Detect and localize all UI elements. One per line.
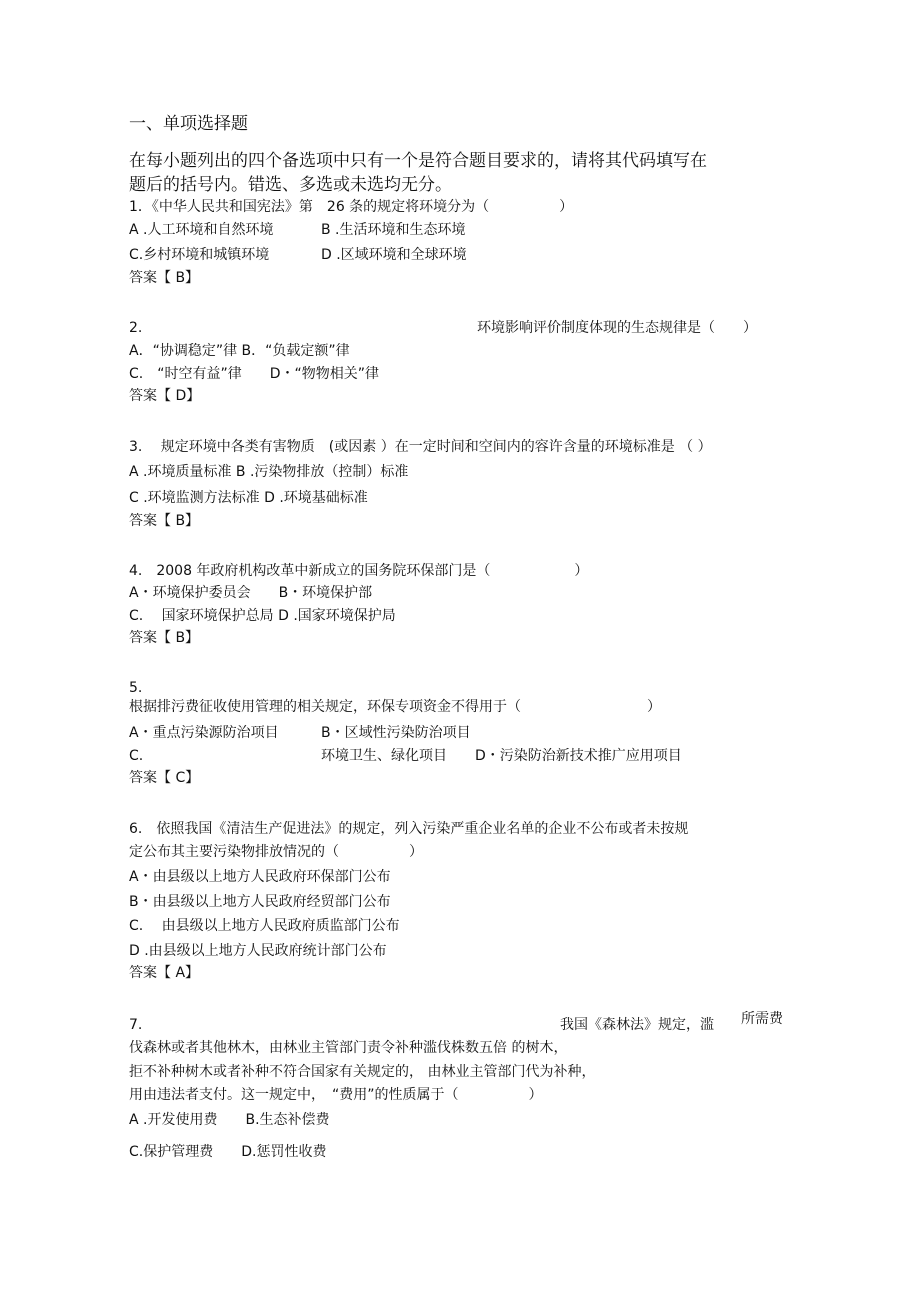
q3-options-ab: A .环境质量标准 B .污染物排放（控制）标准	[129, 464, 409, 480]
q3-stem: 3. 规定环境中各类有害物质 (或因素 ）在一定时间和空间内的容许含量的环境标准是 （ ）	[129, 439, 712, 455]
q5-option-c-text: 环境卫生、绿化项目	[321, 748, 447, 764]
q3-answer: 答案【 B】	[129, 513, 200, 529]
q7-stem-part-a: 我国《森林法》规定，滥	[560, 1017, 714, 1033]
q6-option-a: A・由县级以上地方人民政府环保部门公布	[129, 869, 391, 885]
q6-stem-line-2: 定公布其主要污染物排放情况的（ ）	[129, 844, 423, 860]
q7-stem-part-b: 所需费	[741, 1011, 783, 1027]
q4-options-cd: C. 国家环境保护总局 D .国家环境保护局	[129, 608, 396, 624]
q5-option-b: B・区域性污染防治项目	[321, 725, 471, 741]
q6-option-b: B・由县级以上地方人民政府经贸部门公布	[129, 894, 391, 910]
q6-option-c: C. 由县级以上地方人民政府质监部门公布	[129, 918, 400, 934]
q6-stem-line-1: 6. 依照我国《清洁生产促进法》的规定，列入污染严重企业名单的企业不公布或者未按规	[129, 821, 689, 837]
q2-number: 2.	[129, 320, 143, 336]
q7-stem-line-4: 用由违法者支付。这一规定中， “费用”的性质属于（ ）	[129, 1087, 543, 1103]
q6-option-d: D .由县级以上地方人民政府统计部门公布	[129, 943, 387, 959]
q2-stem: 环境影响评价制度体现的生态规律是（ ）	[477, 320, 757, 336]
q7-number: 7.	[129, 1017, 143, 1033]
q7-stem-line-2: 伐森林或者其他林木，由林业主管部门责令补种滥伐株数五倍 的树木，	[129, 1040, 568, 1056]
q5-option-a: A・重点污染源防治项目	[129, 725, 279, 741]
q5-stem: 根据排污费征收使用管理的相关规定，环保专项资金不得用于（ ）	[129, 699, 661, 715]
q1-stem: 1．《中华人民共和国宪法》第 26 条的规定将环境分为（ ）	[129, 199, 574, 215]
q4-answer: 答案【 B】	[129, 630, 200, 646]
q5-option-d: D・污染防治新技术推广应用项目	[475, 748, 682, 764]
intro-line-1: 在每小题列出的四个备选项中只有一个是符合题目要求的，请将其代码填写在	[129, 151, 707, 171]
q1-option-a: A .人工环境和自然环境	[129, 222, 274, 238]
q7-options-cd: C.保护管理费 D.惩罚性收费	[129, 1144, 327, 1160]
q6-answer: 答案【 A】	[129, 965, 200, 981]
q4-stem: 4. 2008 年政府机构改革中新成立的国务院环保部门是（ ）	[129, 563, 589, 579]
q1-option-b: B .生活环境和生态环境	[321, 222, 466, 238]
q5-option-c-letter: C.	[129, 748, 144, 764]
q5-answer: 答案【 C】	[129, 770, 200, 786]
q7-stem-line-3: 拒不补种树木或者补种不符合国家有关规定的， 由林业主管部门代为补种，	[129, 1064, 596, 1080]
intro-line-2: 题后的括号内。错选、多选或未选均无分。	[129, 175, 452, 195]
q1-option-d: D .区域环境和全球环境	[321, 247, 467, 263]
q2-options-ab: A．“协调稳定”律 B．“负载定额”律	[129, 343, 350, 359]
q2-options-cd: C. “时空有益”律 D・“物物相关”律	[129, 366, 380, 382]
section-title: 一、单项选择题	[129, 114, 248, 134]
q4-options-ab: A・环境保护委员会 B・环境保护部	[129, 585, 373, 601]
q5-number: 5.	[129, 680, 143, 696]
q7-options-ab: A .开发使用费 B.生态补偿费	[129, 1112, 330, 1128]
q2-answer: 答案【 D】	[129, 388, 201, 404]
q1-option-c: C.乡村环境和城镇环境	[129, 247, 270, 263]
q3-options-cd: C .环境监测方法标准 D .环境基础标准	[129, 490, 368, 506]
q1-answer: 答案【 B】	[129, 270, 200, 286]
